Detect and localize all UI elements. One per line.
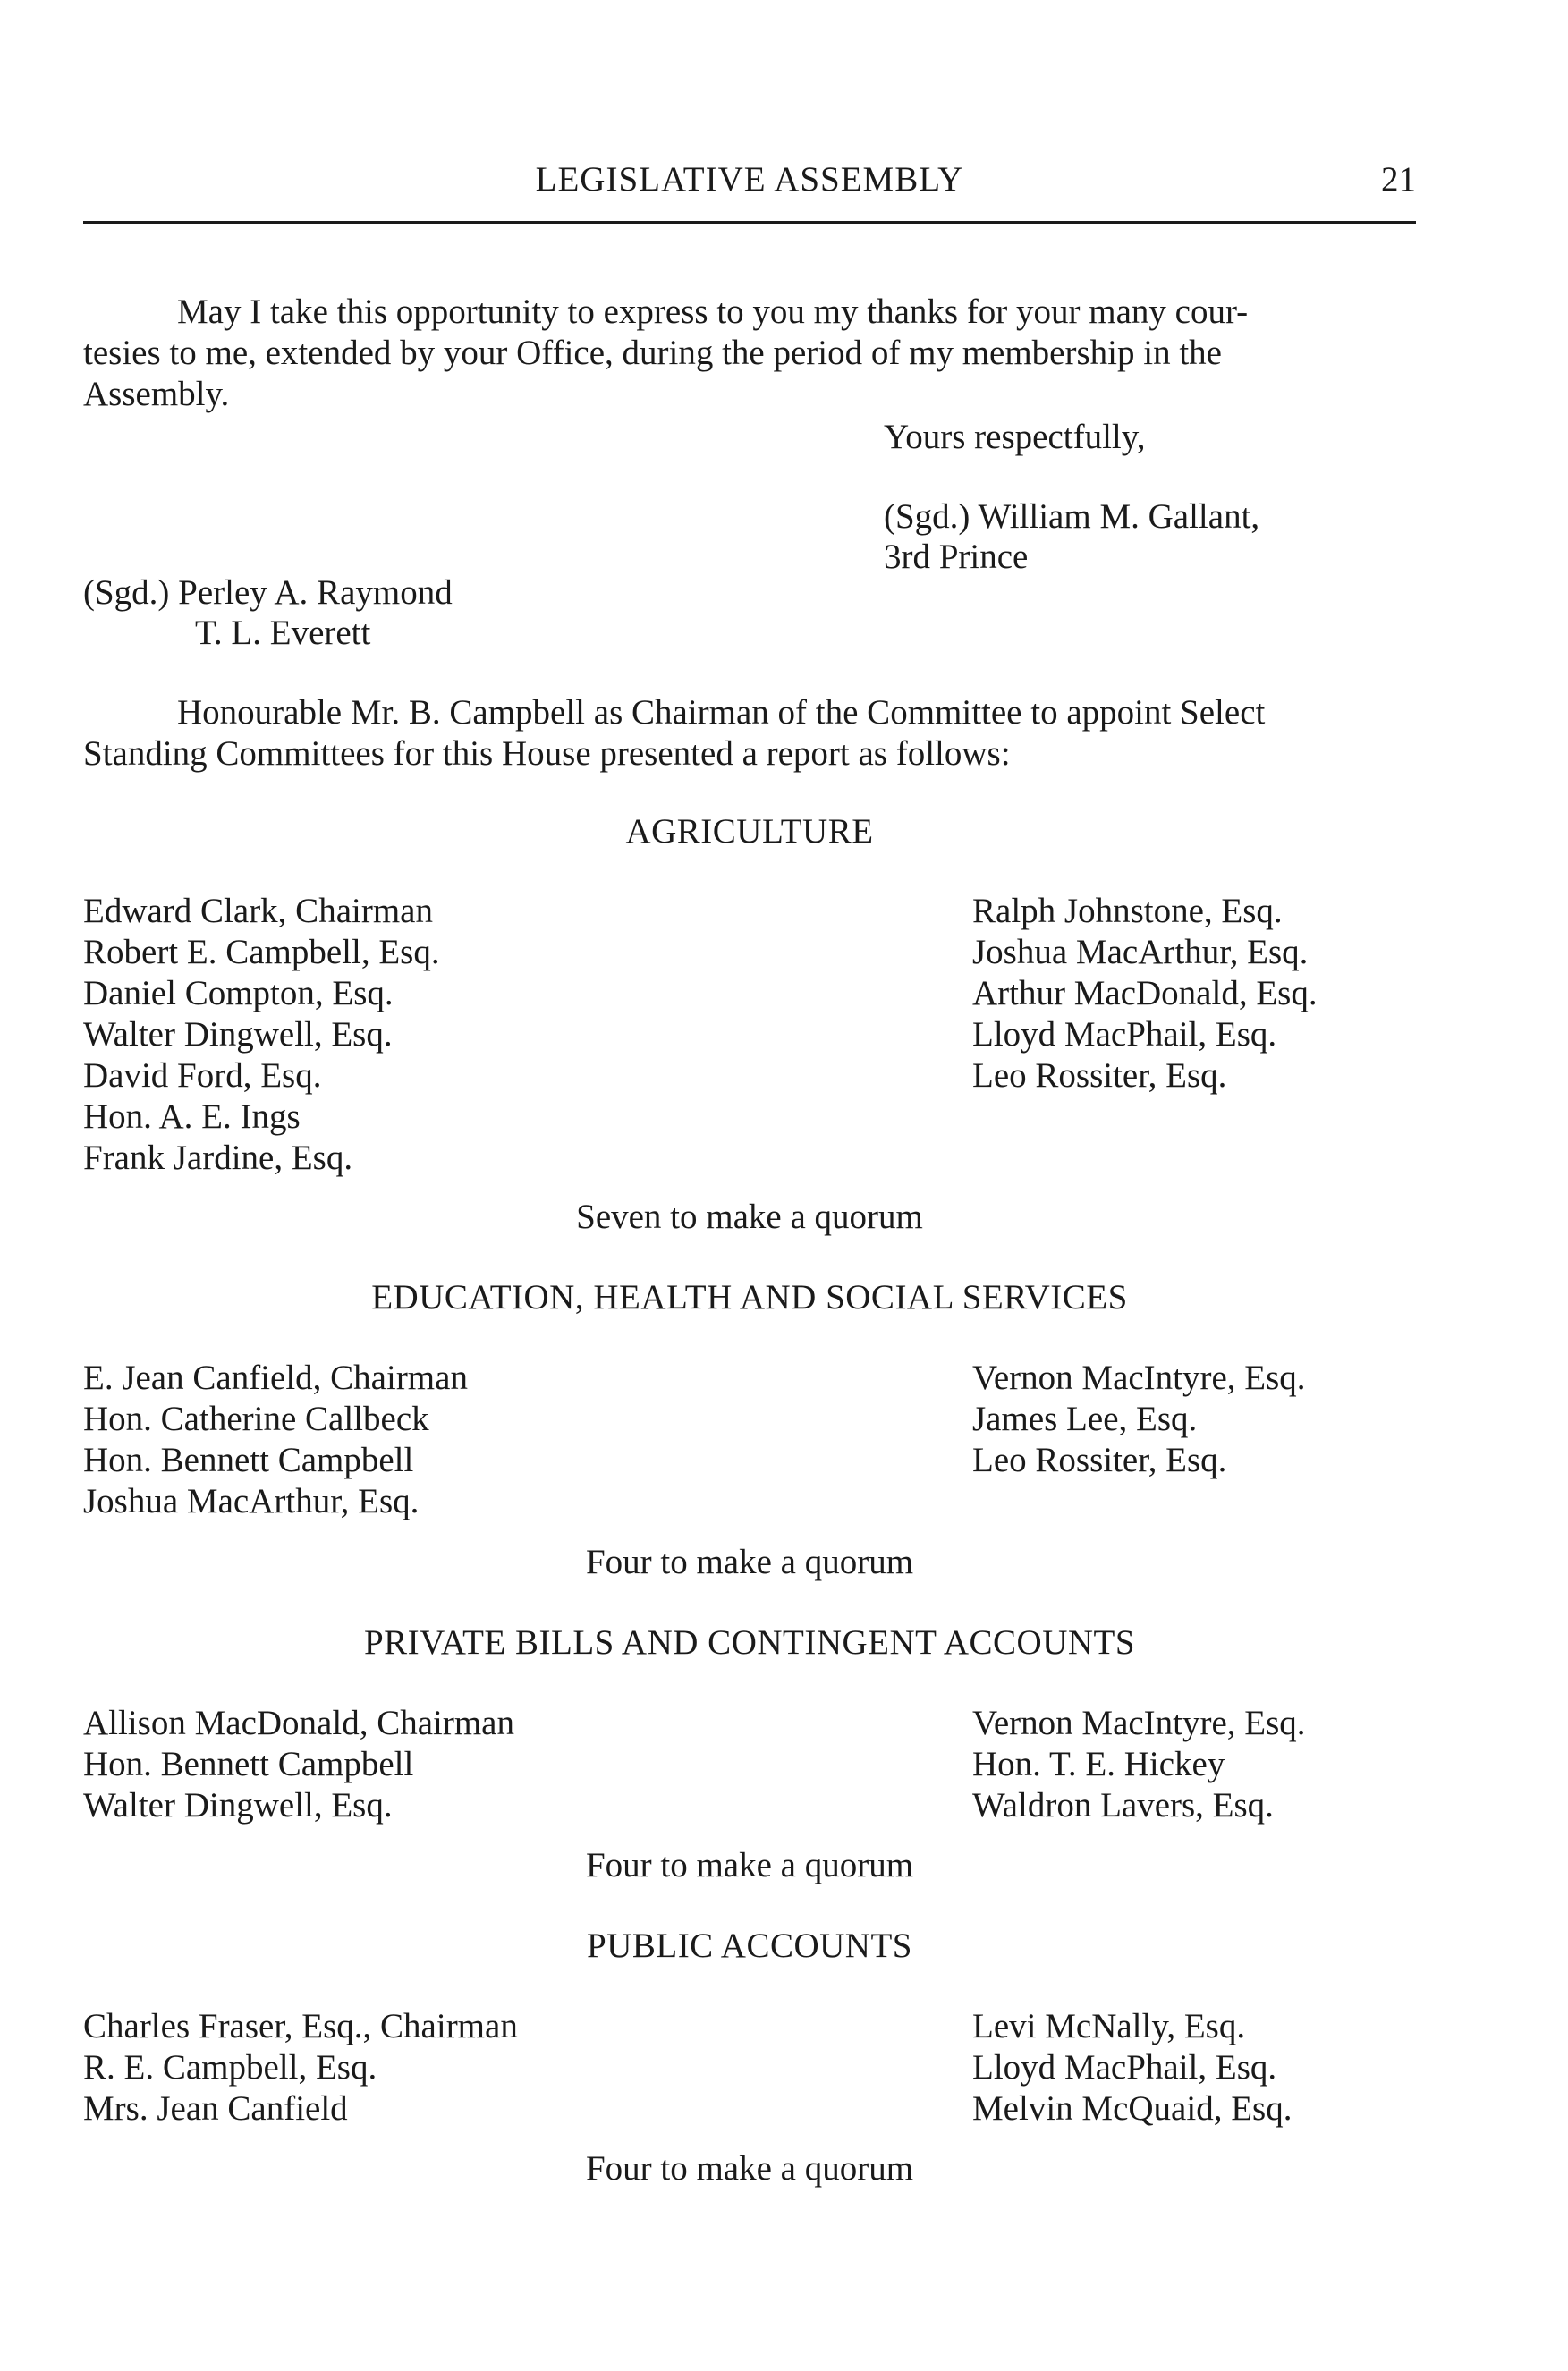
committee-member: Vernon MacIntyre, Esq. — [972, 1359, 1306, 1397]
committee-member: Walter Dingwell, Esq. — [83, 1786, 393, 1825]
letter-line: Assembly. — [83, 375, 230, 413]
committee-member: Allison MacDonald, Chairman — [83, 1704, 514, 1742]
committee-member: E. Jean Canfield, Chairman — [83, 1359, 468, 1397]
committee-right-column — [972, 2006, 1420, 2130]
committee-title: EDUCATION, HEALTH AND SOCIAL SERVICES — [371, 1278, 1128, 1317]
committee-member: Hon. Bennett Campbell — [83, 1745, 414, 1783]
committee-member: Waldron Lavers, Esq. — [972, 1786, 1274, 1825]
committee-member: James Lee, Esq. — [972, 1400, 1198, 1438]
committee-member: Lloyd MacPhail, Esq. — [972, 1015, 1277, 1054]
quorum-note: Four to make a quorum — [585, 2149, 914, 2188]
header-rule — [83, 221, 1416, 224]
header-title: LEGISLATIVE ASSEMBLY — [535, 160, 964, 199]
committee-member: Arthur MacDonald, Esq. — [972, 974, 1318, 1012]
signature-riding: 3rd Prince — [884, 538, 1029, 576]
committee-member: Leo Rossiter, Esq. — [972, 1056, 1227, 1095]
committee-left-column — [83, 891, 888, 1179]
committee-left-column — [83, 1358, 888, 1522]
letter-body — [83, 292, 1416, 415]
committee-member: Hon. A. E. Ings — [83, 1097, 301, 1136]
letter-line: tesies to me, extended by your Office, during the period of my membership in the — [83, 334, 1222, 372]
committee-member: Vernon MacIntyre, Esq. — [972, 1704, 1306, 1742]
committee-member: Edward Clark, Chairman — [83, 892, 433, 930]
committee-member: Melvin McQuaid, Esq. — [972, 2089, 1293, 2128]
quorum-note: Seven to make a quorum — [576, 1198, 923, 1236]
committee-member: Ralph Johnstone, Esq. — [972, 892, 1283, 930]
committee-member: Hon. T. E. Hickey — [972, 1745, 1225, 1783]
committee-member: Hon. Catherine Callbeck — [83, 1400, 429, 1438]
committee-member: Joshua MacArthur, Esq. — [83, 1482, 420, 1520]
signature-witness: T. L. Everett — [195, 614, 371, 652]
signature-main: (Sgd.) William M. Gallant, — [884, 497, 1260, 536]
committee-member: Robert E. Campbell, Esq. — [83, 933, 440, 971]
committee-member: Joshua MacArthur, Esq. — [972, 933, 1309, 971]
committee-member: Leo Rossiter, Esq. — [972, 1441, 1227, 1479]
running-header — [83, 159, 1416, 204]
committee-member: Walter Dingwell, Esq. — [83, 1015, 393, 1054]
committee-member: David Ford, Esq. — [83, 1056, 322, 1095]
committee-title: AGRICULTURE — [625, 812, 874, 851]
committee-member: Levi McNally, Esq. — [972, 2007, 1246, 2045]
committee-member: Frank Jardine, Esq. — [83, 1139, 353, 1177]
page-number: 21 — [1381, 160, 1416, 199]
committee-title: PRIVATE BILLS AND CONTINGENT ACCOUNTS — [363, 1623, 1136, 1662]
committee-left-column — [83, 1703, 888, 1826]
report-intro-line: Standing Committees for this House presented a report as follows: — [83, 734, 1011, 773]
committee-member: Hon. Bennett Campbell — [83, 1441, 414, 1479]
committee-right-column — [972, 891, 1420, 1097]
committee-left-column — [83, 2006, 888, 2130]
committee-right-column — [972, 1358, 1420, 1481]
committee-right-column — [972, 1703, 1420, 1826]
committee-member: Lloyd MacPhail, Esq. — [972, 2048, 1277, 2087]
committee-member: R. E. Campbell, Esq. — [83, 2048, 377, 2087]
committee-member: Daniel Compton, Esq. — [83, 974, 394, 1012]
report-intro-line: Honourable Mr. B. Campbell as Chairman of the Committee to appoint Select — [177, 693, 1266, 732]
letter-line: May I take this opportunity to express to you my thanks for your many cour- — [177, 292, 1249, 331]
committee-member: Charles Fraser, Esq., Chairman — [83, 2007, 518, 2045]
quorum-note: Four to make a quorum — [585, 1846, 914, 1884]
report-intro — [83, 692, 1416, 775]
committee-title: PUBLIC ACCOUNTS — [587, 1926, 912, 1965]
quorum-note: Four to make a quorum — [585, 1543, 914, 1581]
committee-member: Mrs. Jean Canfield — [83, 2089, 348, 2128]
letter-closing: Yours respectfully, — [884, 418, 1146, 456]
signature-witness: (Sgd.) Perley A. Raymond — [83, 573, 453, 612]
